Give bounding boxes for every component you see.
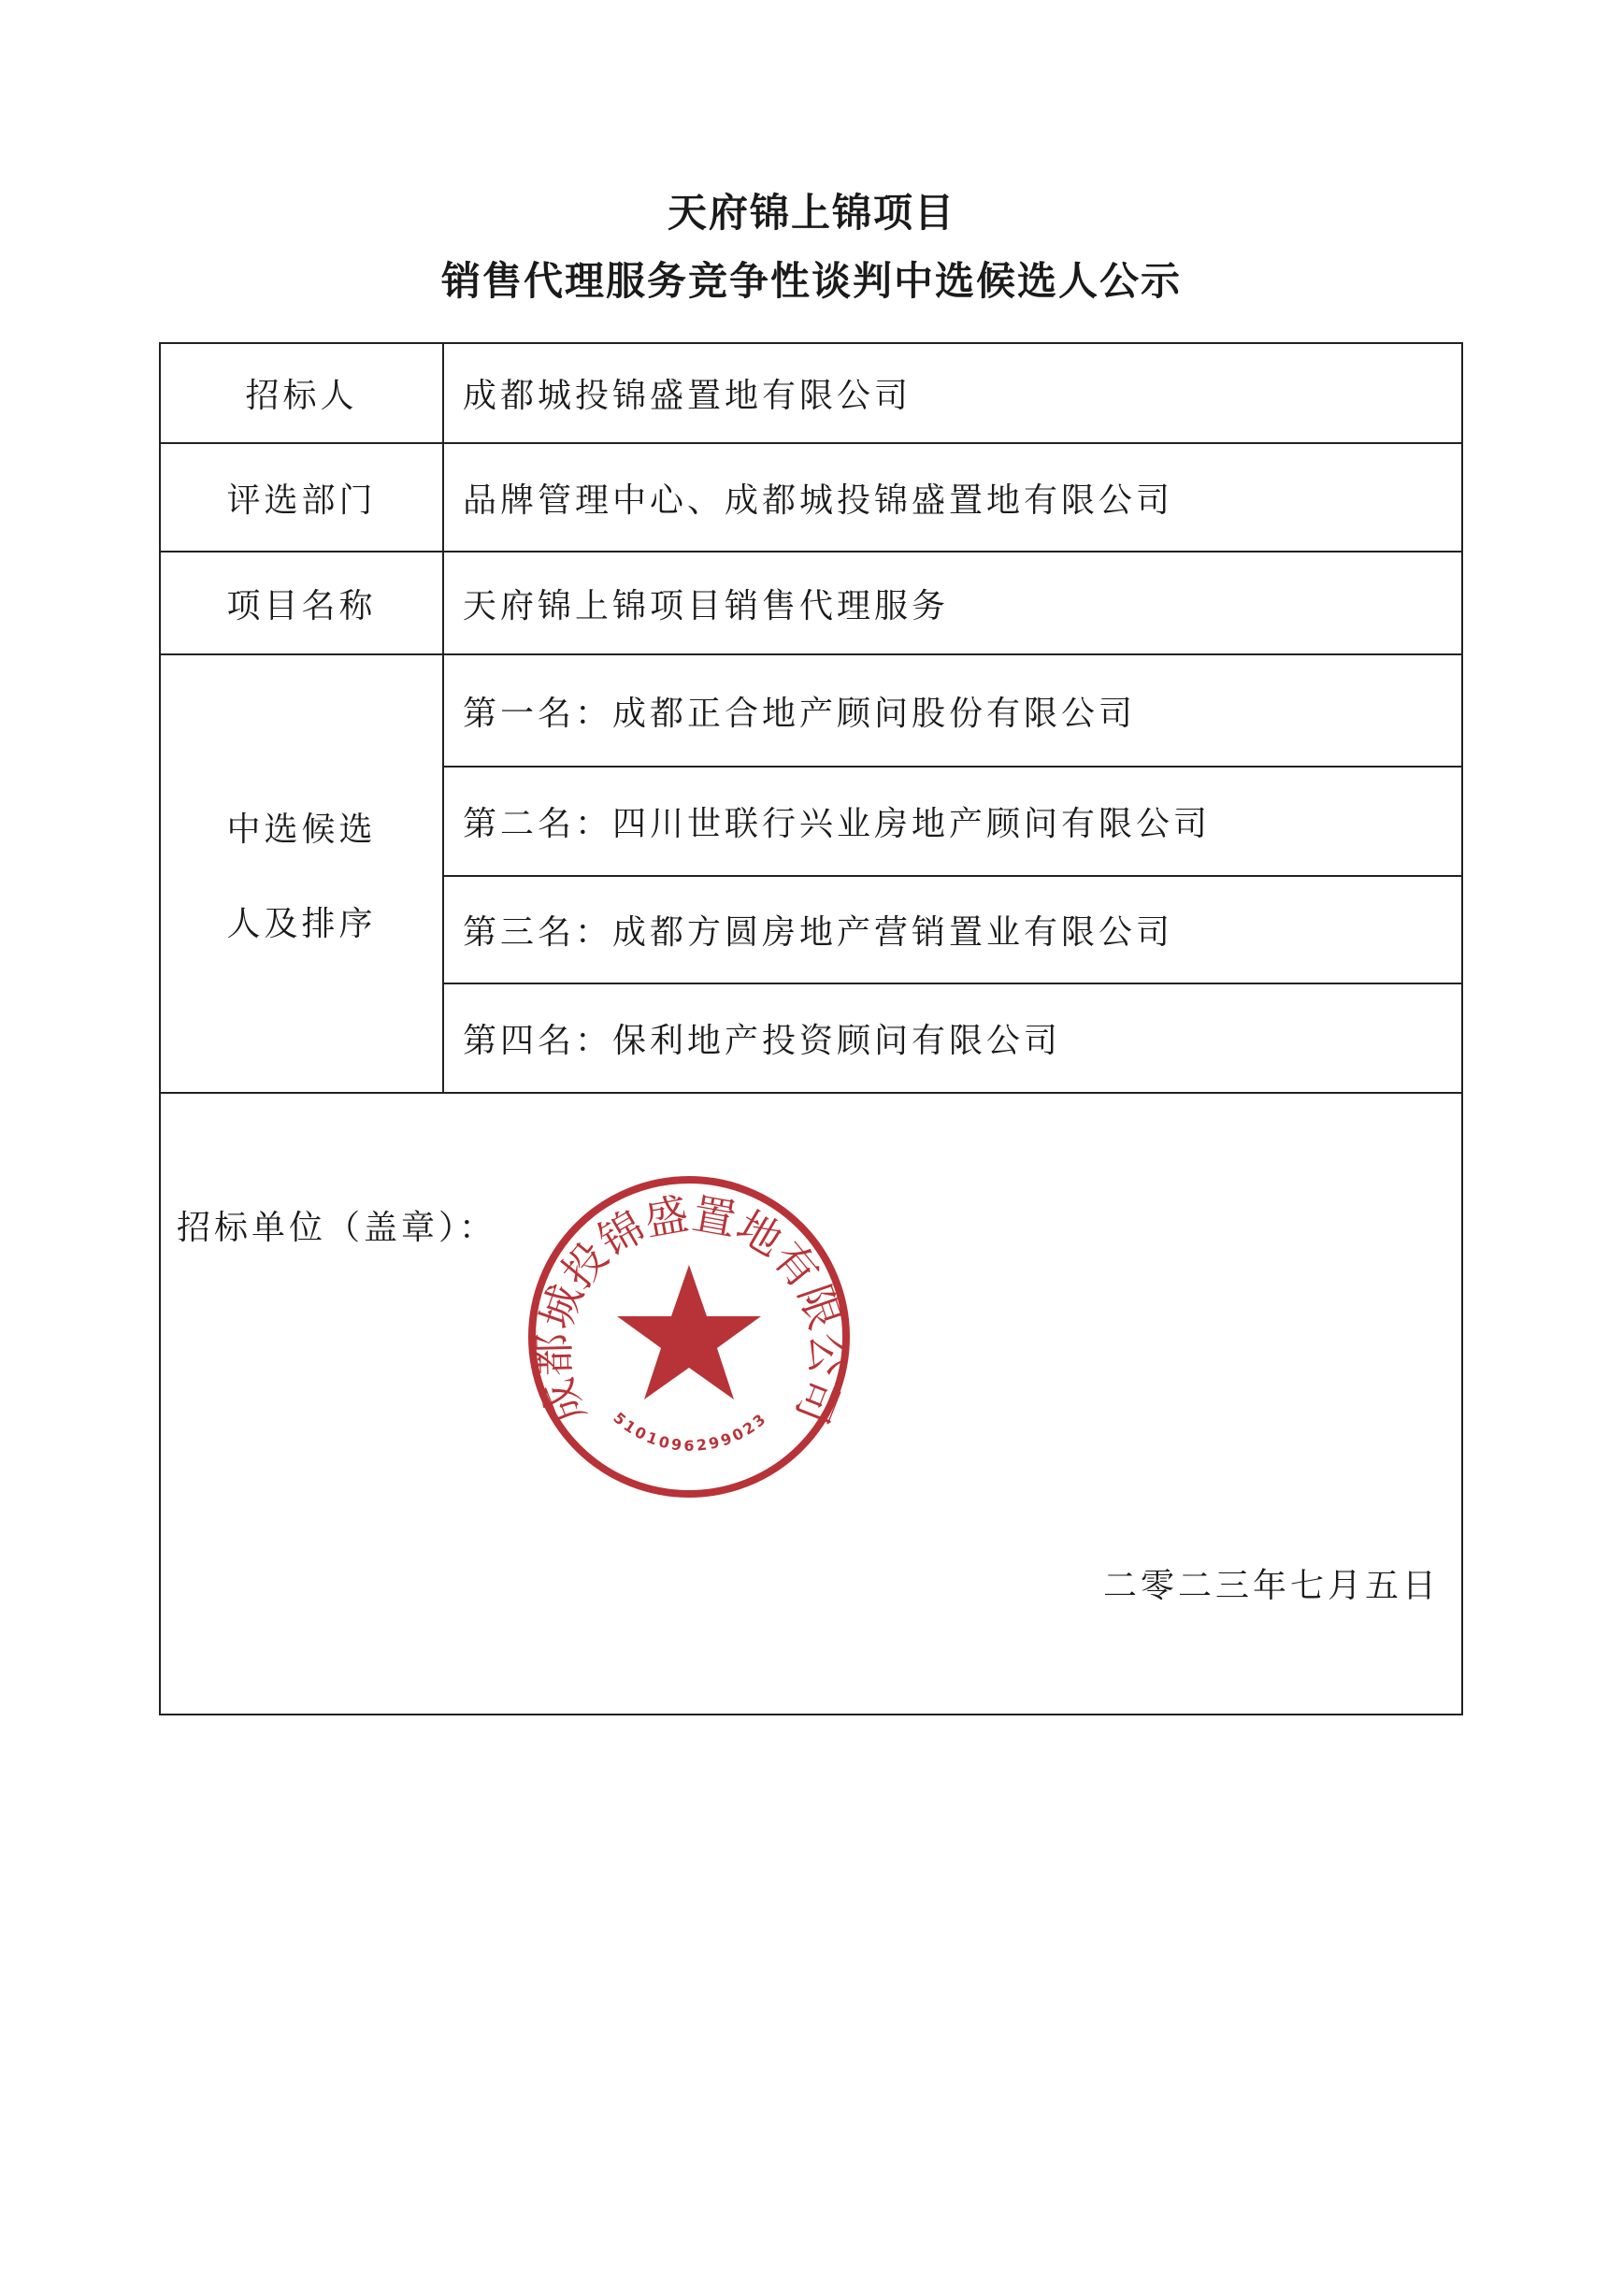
label-candidates-line2: 人及排序 <box>226 904 377 943</box>
seal-text: 成都城投锦盛置地有限公司 <box>528 1187 853 1431</box>
candidate-3: 第三名：成都方圆房地产营销置业有限公司 <box>442 875 1463 984</box>
document-title-line2: 销售代理服务竞争性谈判中选候选人公示 <box>440 258 1182 304</box>
candidate-1: 第一名：成都正合地产顾问股份有限公司 <box>442 653 1463 768</box>
label-department: 评选部门 <box>159 442 444 552</box>
star-icon <box>617 1265 761 1399</box>
company-seal <box>524 1171 855 1503</box>
candidate-4: 第四名：保利地产投资顾问有限公司 <box>442 983 1463 1094</box>
value-project-name: 天府锦上锦项目销售代理服务 <box>442 551 1463 655</box>
signature-label: 招标单位（盖章）： <box>177 1209 497 1247</box>
label-candidates <box>159 653 444 1094</box>
label-candidates-line1: 中选候选 <box>226 810 377 849</box>
date: 二零二三年七月五日 <box>1102 1567 1440 1605</box>
seal-number: 5101096299023 <box>610 1408 771 1455</box>
value-tenderer: 成都城投锦盛置地有限公司 <box>442 342 1463 444</box>
document-title-line1: 天府锦上锦项目 <box>667 190 955 236</box>
value-department: 品牌管理中心、成都城投锦盛置地有限公司 <box>442 442 1463 552</box>
candidate-2: 第二名：四川世联行兴业房地产顾问有限公司 <box>442 766 1463 877</box>
label-tenderer: 招标人 <box>159 342 444 444</box>
label-project-name: 项目名称 <box>159 551 444 655</box>
